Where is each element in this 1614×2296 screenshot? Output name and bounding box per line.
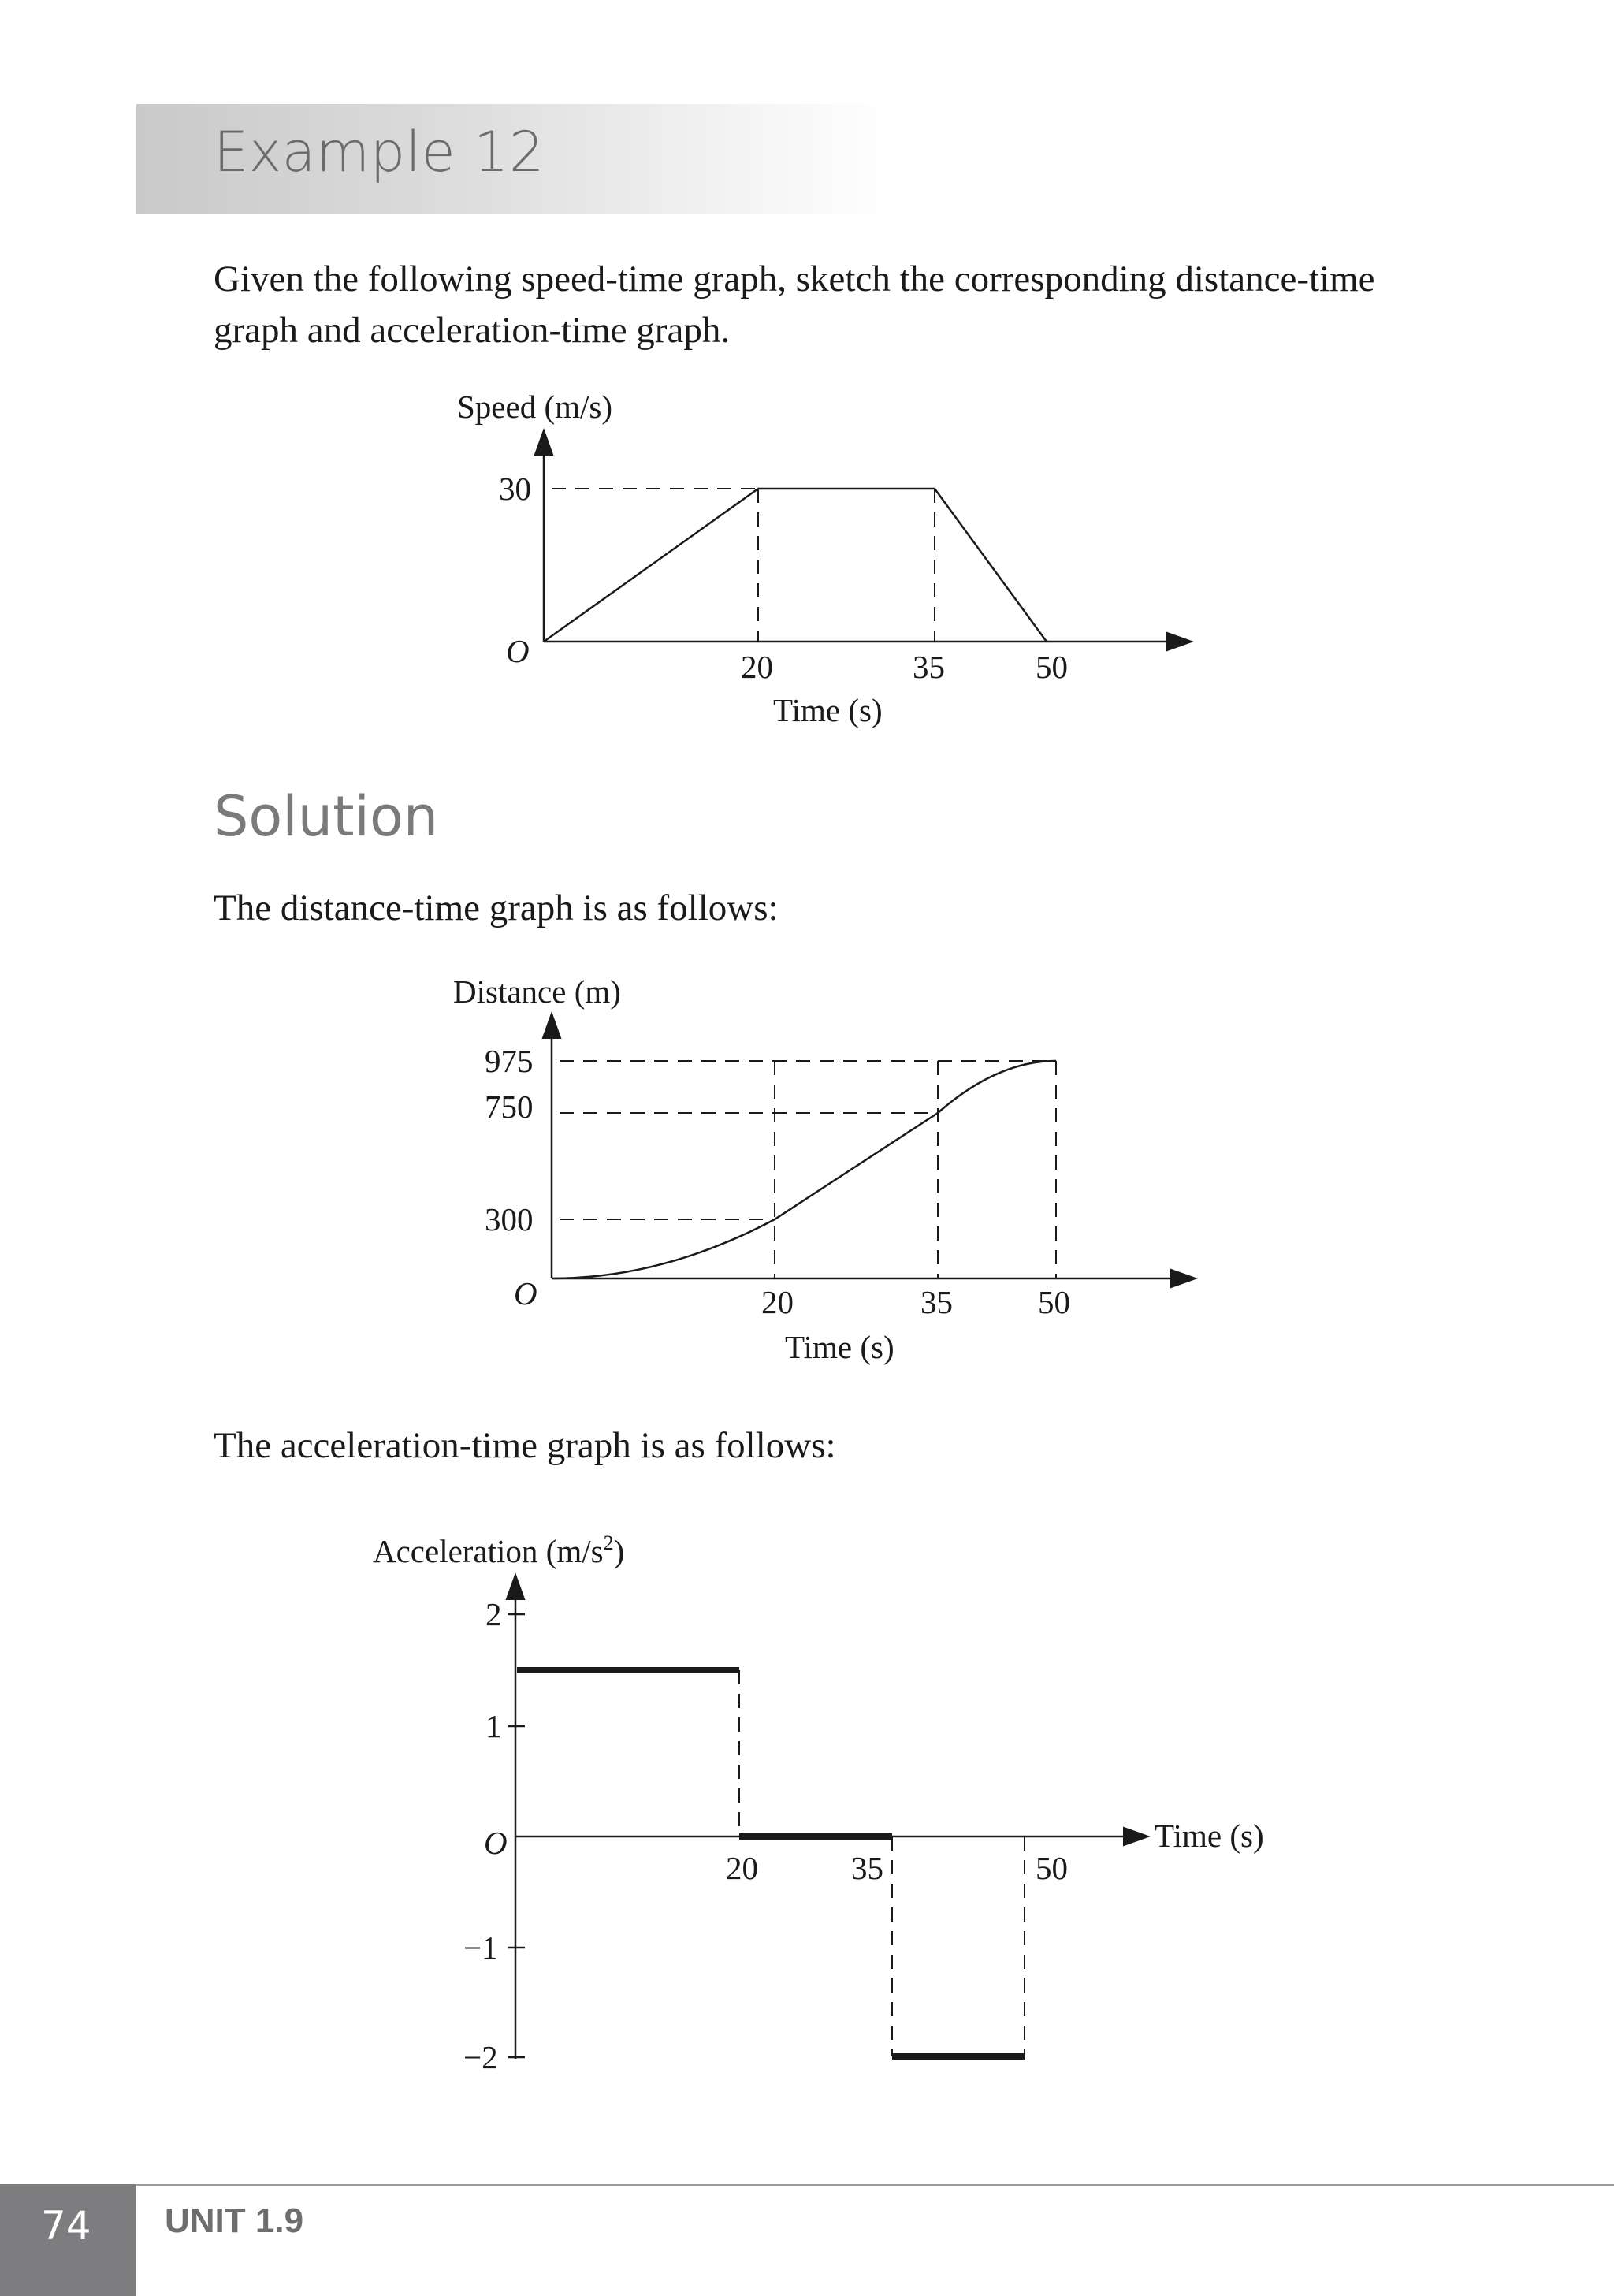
x-tick-50: 50 xyxy=(1036,1850,1068,1886)
footer-divider xyxy=(0,2184,1614,2186)
y-axis-label: Distance (m) xyxy=(453,973,621,1010)
page-number: 74 xyxy=(41,2203,91,2249)
x-tick-20: 20 xyxy=(726,1850,758,1886)
y-tick-neg1: −1 xyxy=(463,1929,498,1966)
x-tick-20: 20 xyxy=(761,1284,794,1320)
example-title: Example 12 xyxy=(214,120,545,184)
x-tick-35: 35 xyxy=(920,1284,953,1320)
origin-label: O xyxy=(484,1825,508,1861)
y-tick-neg2: −2 xyxy=(463,2039,498,2075)
y-tick-2: 2 xyxy=(485,1596,502,1632)
y-tick-30: 30 xyxy=(499,471,531,507)
solution-heading: Solution xyxy=(214,784,439,849)
y-axis-label: Speed (m/s) xyxy=(457,389,612,425)
origin-label: O xyxy=(506,633,530,669)
x-tick-35: 35 xyxy=(913,649,945,685)
acceleration-intro: The acceleration-time graph is as follows: xyxy=(214,1425,836,1466)
x-axis-label: Time (s) xyxy=(773,692,883,728)
page-number-box xyxy=(0,2184,136,2296)
y-axis-label: Acceleration $(m/s^2)$ xyxy=(373,1531,625,1569)
x-tick-50: 50 xyxy=(1038,1284,1070,1320)
question-line-1: Given the following speed-time graph, sketch the corresponding distance-time xyxy=(214,259,1375,300)
x-tick-20: 20 xyxy=(741,649,773,685)
x-axis-label: Time (s) xyxy=(785,1329,894,1365)
x-tick-35: 35 xyxy=(851,1850,883,1886)
distance-intro: The distance-time graph is as follows: xyxy=(214,888,779,928)
y-tick-1: 1 xyxy=(485,1708,502,1744)
origin-label: O xyxy=(514,1275,537,1312)
x-axis-label: Time (s) xyxy=(1155,1818,1264,1854)
unit-label: UNIT 1.9 xyxy=(165,2201,304,2240)
y-tick-750: 750 xyxy=(485,1088,534,1125)
y-tick-300: 300 xyxy=(485,1201,534,1237)
question-line-2: graph and acceleration-time graph. xyxy=(214,310,731,351)
x-tick-50: 50 xyxy=(1036,649,1068,685)
y-tick-975: 975 xyxy=(485,1043,534,1079)
